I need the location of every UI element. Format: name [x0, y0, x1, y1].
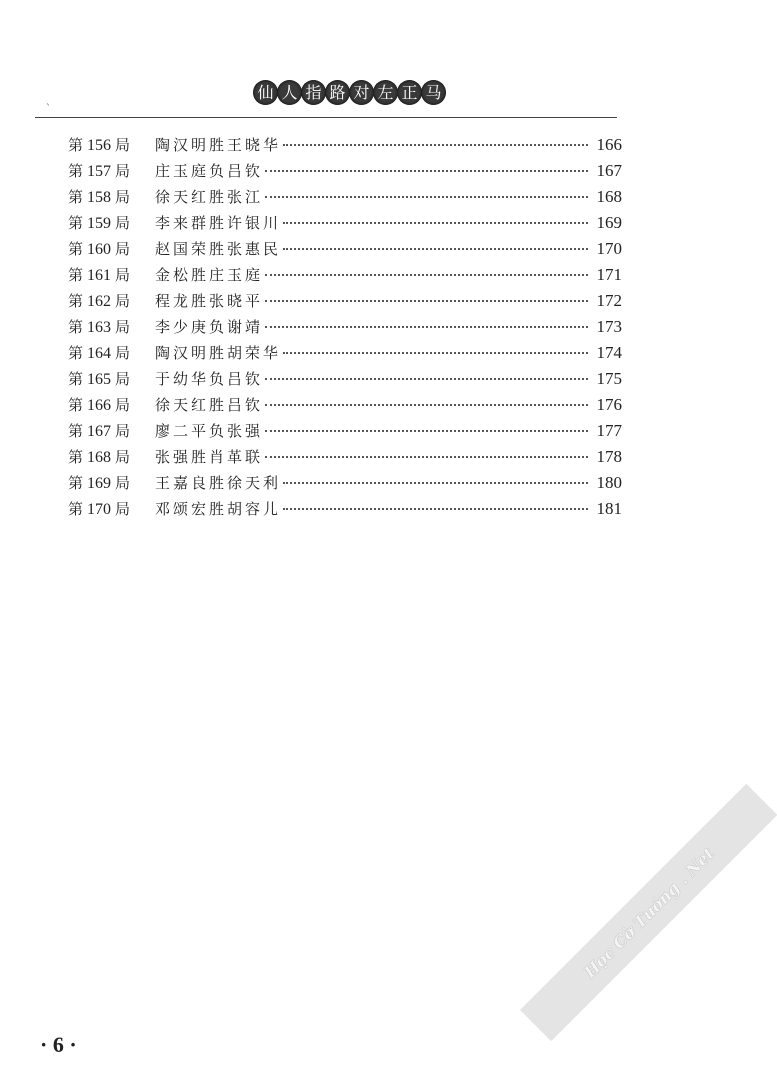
dot-leader [265, 326, 588, 328]
suffix: 局 [115, 292, 131, 310]
prefix: 第 [68, 422, 84, 440]
game-number [68, 472, 155, 493]
page-ref: 181 [596, 499, 622, 518]
page-ref: 167 [596, 161, 622, 180]
game-number [68, 316, 155, 337]
dot-leader [265, 430, 588, 432]
prefix: 第 [68, 240, 84, 258]
game-title: 赵国荣胜张惠民 [155, 240, 282, 258]
page-ref: 175 [596, 369, 622, 388]
dot-leader [265, 170, 588, 172]
dot-leader [265, 274, 588, 276]
toc-entry[interactable] [68, 186, 622, 212]
suffix: 局 [115, 162, 131, 180]
suffix: 局 [115, 422, 131, 440]
game-number [68, 238, 155, 259]
number: 157 [87, 163, 112, 180]
game-title: 庄玉庭负吕钦 [155, 162, 264, 180]
page-ref: 168 [596, 187, 622, 206]
prefix: 第 [68, 214, 84, 232]
page-ref: 177 [596, 421, 622, 440]
page-ref: 166 [596, 135, 622, 154]
dot-leader [265, 378, 588, 380]
toc-entry[interactable] [68, 472, 622, 498]
game-number [68, 160, 155, 181]
number: 168 [87, 449, 112, 466]
page-ref: 170 [596, 239, 622, 258]
number: 158 [87, 189, 112, 206]
page-ref: 178 [596, 447, 622, 466]
prefix: 第 [68, 162, 84, 180]
table-of-contents [68, 134, 622, 524]
number: 163 [87, 319, 112, 336]
header-title-char: 路 [325, 80, 350, 105]
toc-entry[interactable] [68, 446, 622, 472]
dot-leader [265, 404, 588, 406]
page-ref: 171 [596, 265, 622, 284]
game-title: 金松胜庄玉庭 [155, 266, 264, 284]
dot-leader [265, 196, 588, 198]
suffix: 局 [115, 396, 131, 414]
prefix: 第 [68, 292, 84, 310]
game-number [68, 134, 155, 155]
dot-leader [283, 352, 588, 354]
dot-leader [283, 222, 588, 224]
game-title: 廖二平负张强 [155, 422, 264, 440]
watermark [520, 784, 777, 1041]
toc-entry[interactable] [68, 212, 622, 238]
game-number [68, 342, 155, 363]
dot-leader [265, 300, 588, 302]
header-title-char: 仙 [253, 80, 278, 105]
toc-entry[interactable] [68, 290, 622, 316]
toc-entry[interactable] [68, 498, 622, 524]
header-title-char: 人 [277, 80, 302, 105]
suffix: 局 [115, 136, 131, 154]
suffix: 局 [115, 188, 131, 206]
game-number [68, 446, 155, 467]
dot-leader [265, 456, 588, 458]
page-ref: 174 [596, 343, 622, 362]
game-title: 徐天红胜吕钦 [155, 396, 264, 414]
suffix: 局 [115, 240, 131, 258]
toc-entry[interactable] [68, 394, 622, 420]
suffix: 局 [115, 214, 131, 232]
game-number [68, 290, 155, 311]
header-title-char: 左 [373, 80, 398, 105]
game-title: 李少庚负谢靖 [155, 318, 264, 336]
prefix: 第 [68, 396, 84, 414]
number: 156 [87, 137, 112, 154]
watermark-text: Học Cờ Tướng . Net [579, 843, 718, 982]
number: 170 [87, 501, 112, 518]
header-title-char: 马 [421, 80, 446, 105]
number: 160 [87, 241, 112, 258]
suffix: 局 [115, 370, 131, 388]
game-number [68, 186, 155, 207]
number: 161 [87, 267, 112, 284]
page-ref: 169 [596, 213, 622, 232]
toc-entry[interactable] [68, 316, 622, 342]
toc-entry[interactable] [68, 342, 622, 368]
page-ref: 176 [596, 395, 622, 414]
game-title: 陶汉明胜王晓华 [155, 136, 282, 154]
game-title: 李来群胜许银川 [155, 214, 282, 232]
number: 159 [87, 215, 112, 232]
prefix: 第 [68, 370, 84, 388]
game-number [68, 498, 155, 519]
suffix: 局 [115, 344, 131, 362]
header-rule [35, 117, 617, 118]
toc-entry[interactable] [68, 264, 622, 290]
header-title-char: 指 [301, 80, 326, 105]
prefix: 第 [68, 266, 84, 284]
header-title-char: 对 [349, 80, 374, 105]
game-title: 王嘉良胜徐天利 [155, 474, 282, 492]
prefix: 第 [68, 188, 84, 206]
game-title: 徐天红胜张江 [155, 188, 264, 206]
suffix: 局 [115, 266, 131, 284]
page-ref: 172 [596, 291, 622, 310]
page-ref: 180 [596, 473, 622, 492]
toc-entry[interactable] [68, 160, 622, 186]
game-title: 于幼华负吕钦 [155, 370, 264, 388]
suffix: 局 [115, 318, 131, 336]
toc-entry[interactable] [68, 420, 622, 446]
suffix: 局 [115, 474, 131, 492]
game-number [68, 368, 155, 389]
number: 169 [87, 475, 112, 492]
number: 162 [87, 293, 112, 310]
dot-leader [283, 508, 588, 510]
game-title: 程龙胜张晓平 [155, 292, 264, 310]
number: 165 [87, 371, 112, 388]
game-title: 陶汉明胜胡荣华 [155, 344, 282, 362]
toc-entry[interactable] [68, 368, 622, 394]
page-ref: 173 [596, 317, 622, 336]
dot-leader [283, 144, 588, 146]
running-header [0, 80, 700, 105]
number: 164 [87, 345, 112, 362]
page-number: · 6 · [40, 1032, 77, 1057]
dot-leader [283, 248, 588, 250]
prefix: 第 [68, 136, 84, 154]
toc-entry[interactable] [68, 238, 622, 264]
suffix: 局 [115, 500, 131, 518]
suffix: 局 [115, 448, 131, 466]
number: 167 [87, 423, 112, 440]
toc-entry[interactable] [68, 134, 622, 160]
game-title: 张强胜肖革联 [155, 448, 264, 466]
prefix: 第 [68, 474, 84, 492]
header-title-char: 正 [397, 80, 422, 105]
number: 166 [87, 397, 112, 414]
prefix: 第 [68, 318, 84, 336]
prefix: 第 [68, 500, 84, 518]
game-number [68, 394, 155, 415]
game-number [68, 420, 155, 441]
prefix: 第 [68, 344, 84, 362]
game-title: 邓颂宏胜胡容儿 [155, 500, 282, 518]
stray-mark: ` [46, 104, 51, 115]
game-number [68, 212, 155, 233]
game-number [68, 264, 155, 285]
prefix: 第 [68, 448, 84, 466]
dot-leader [283, 482, 588, 484]
